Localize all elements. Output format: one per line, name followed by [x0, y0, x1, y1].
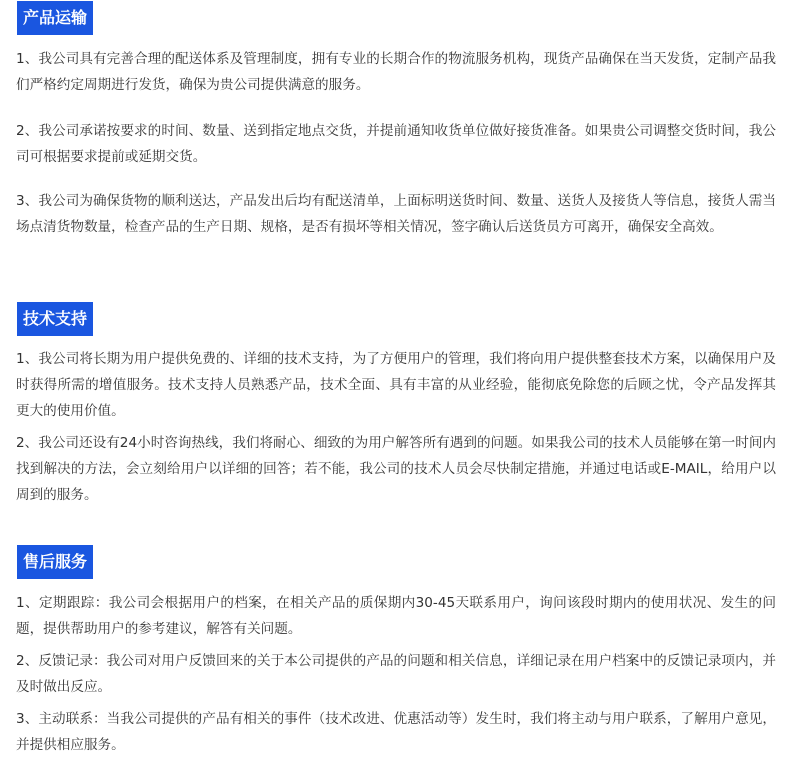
- after-sales-paragraph-1: 1、定期跟踪：我公司会根据用户的档案，在相关产品的质保期内30-45天联系用户，询问该段时期内的使用状况、发生的问题，提供帮助用户的参考建议，解答有关问题。: [16, 595, 776, 637]
- section-title-after-sales: 售后服务: [17, 545, 93, 579]
- after-sales-paragraph-2: 2、反馈记录：我公司对用户反馈回来的关于本公司提供的产品的问题和相关信息，详细记录在用户档案中的反馈记录项内，并及时做出反应。: [16, 653, 776, 695]
- after-sales-paragraph-3: 3、主动联系：当我公司提供的产品有相关的事件（技术改进、优惠活动等）发生时，我们将主动与用户联系，了解用户意见，并提供相应服务。: [16, 711, 776, 753]
- shipping-paragraph-1: 1、我公司具有完善合理的配送体系及管理制度，拥有专业的长期合作的物流服务机构，现货产品确保在当天发货，定制产品我们严格约定周期进行发货，确保为贵公司提供满意的服务。: [16, 51, 776, 93]
- tech-support-paragraph-1: 1、我公司将长期为用户提供免费的、详细的技术支持，为了方便用户的管理，我们将向用户提供整套技术方案，以确保用户及时获得所需的增值服务。技术支持人员熟悉产品，技术全面、具有丰富的从业经验，能彻底免除您的后顾之忧，令产品发挥其更大的使用价值。: [16, 351, 776, 419]
- shipping-paragraph-3: 3、我公司为确保货物的顺利送达，产品发出后均有配送清单，上面标明送货时间、数量、送货人及接货人等信息，接货人需当场点清货物数量，检查产品的生产日期、规格，是否有损坏等相关情况，签字确认后送货员方可离开，确保安全高效。: [16, 193, 776, 235]
- section-title-tech-support: 技术支持: [17, 302, 93, 336]
- shipping-paragraph-2: 2、我公司承诺按要求的时间、数量、送到指定地点交货，并提前通知收货单位做好接货准备。如果贵公司调整交货时间，我公司可根据要求提前或延期交货。: [16, 123, 776, 165]
- tech-support-paragraph-2: 2、我公司还设有24小时咨询热线，我们将耐心、细致的为用户解答所有遇到的问题。如果我公司的技术人员能够在第一时间内找到解决的方法，会立刻给用户以详细的回答；若不能，我公司的技术人员会尽快制定措施，并通过电话或E-MAIL，给用户以周到的服务。: [16, 435, 777, 503]
- section-title-shipping: 产品运输: [17, 1, 93, 35]
